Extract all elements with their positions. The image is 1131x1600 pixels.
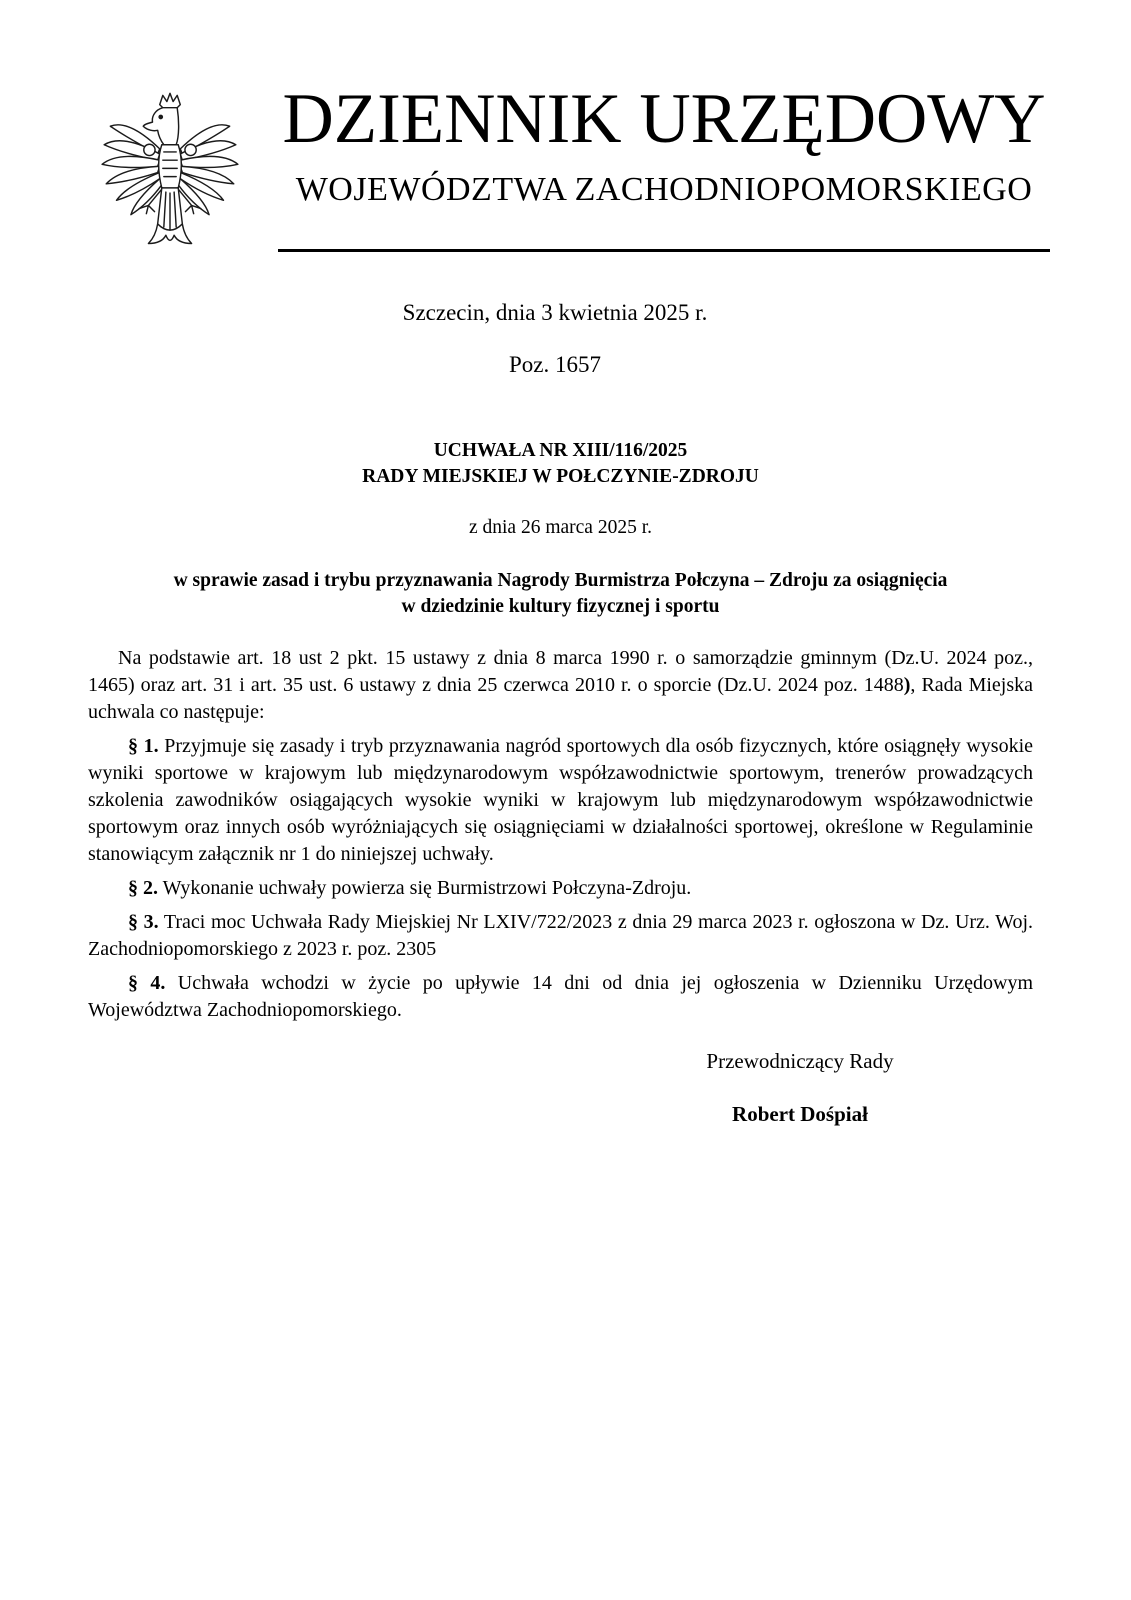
gazette-subtitle: WOJEWÓDZTWA ZACHODNIOPOMORSKIEGO xyxy=(295,171,1033,208)
gazette-title: DZIENNIK URZĘDOWY xyxy=(282,80,1046,158)
place-date-line: Szczecin, dnia 3 kwietnia 2025 r. xyxy=(402,300,708,325)
act-title-line2: RADY MIEJSKIEJ W POŁCZYNIE-ZDROJU xyxy=(362,466,759,487)
act-body xyxy=(88,645,1033,1031)
section-4-paragraph: § 4. Uchwała wchodzi w życie po upływie 14 dni od dnia jej ogłoszenia w Dzienniku Urzędowym Województwa Zachodniopomorskiego. xyxy=(88,972,1033,1021)
act-subject-line1: w sprawie zasad i trybu przyznawania Nagrody Burmistrza Połczyna – Zdroju za osiągnięcia xyxy=(173,570,948,591)
signatory-name: Robert Dośpiał xyxy=(732,1102,868,1126)
act-heading xyxy=(88,438,1033,620)
act-title-line1: UCHWAŁA NR XIII/116/2025 xyxy=(433,440,688,461)
section-3-paragraph: § 3. Traci moc Uchwała Rady Miejskiej Nr LXIV/722/2023 z dnia 29 marca 2023 r. ogłoszona w Dz. Urz. Woj. Zachodniopomorskiego z 2023 r. poz. 2305 xyxy=(88,911,1034,960)
act-subject-line2: w dziedzinie kultury fizycznej i sportu xyxy=(401,596,720,617)
signatory-role: Przewodniczący Rady xyxy=(706,1049,894,1073)
preamble-paragraph: Na podstawie art. 18 ust 2 pkt. 15 ustawy z dnia 8 marca 1990 r. o samorządzie gminnym (Dz.U. 2024 poz., 1465) oraz art. 31 i art. 35 ust. 6 ustawy z dnia 25 czerwca 2010 r. o sporcie (Dz.U. 2024 poz. 1488), Rada Miejska uchwala co następuje: xyxy=(88,647,1033,723)
signature-block xyxy=(650,1048,950,1128)
position-number-line: Poz. 1657 xyxy=(509,352,601,377)
section-2-paragraph: § 2. Wykonanie uchwały powierza się Burmistrzowi Połczyna-Zdroju. xyxy=(128,877,692,899)
masthead xyxy=(278,80,1050,252)
masthead-divider xyxy=(278,249,1050,252)
polish-eagle-emblem-icon xyxy=(98,92,242,252)
act-date-line: z dnia 26 marca 2025 r. xyxy=(468,517,653,538)
section-1-paragraph: § 1. Przyjmuje się zasady i tryb przyznawania nagród sportowych dla osób fizycznych, które osiągnęły wysokie wyniki sportowe w krajowym lub międzynarodowym współzawodnictwie sportowym, trenerów prowadzących szkolenia zawodników osiągających wysokie wyniki w krajowym lub międzynarodowym współzawodnictwie sportowym oraz innych osób wyróżniających się osiągnięciami w działalności sportowej, określone w Regulaminie stanowiącym załącznik nr 1 do niniejszej uchwały. xyxy=(88,735,1033,865)
